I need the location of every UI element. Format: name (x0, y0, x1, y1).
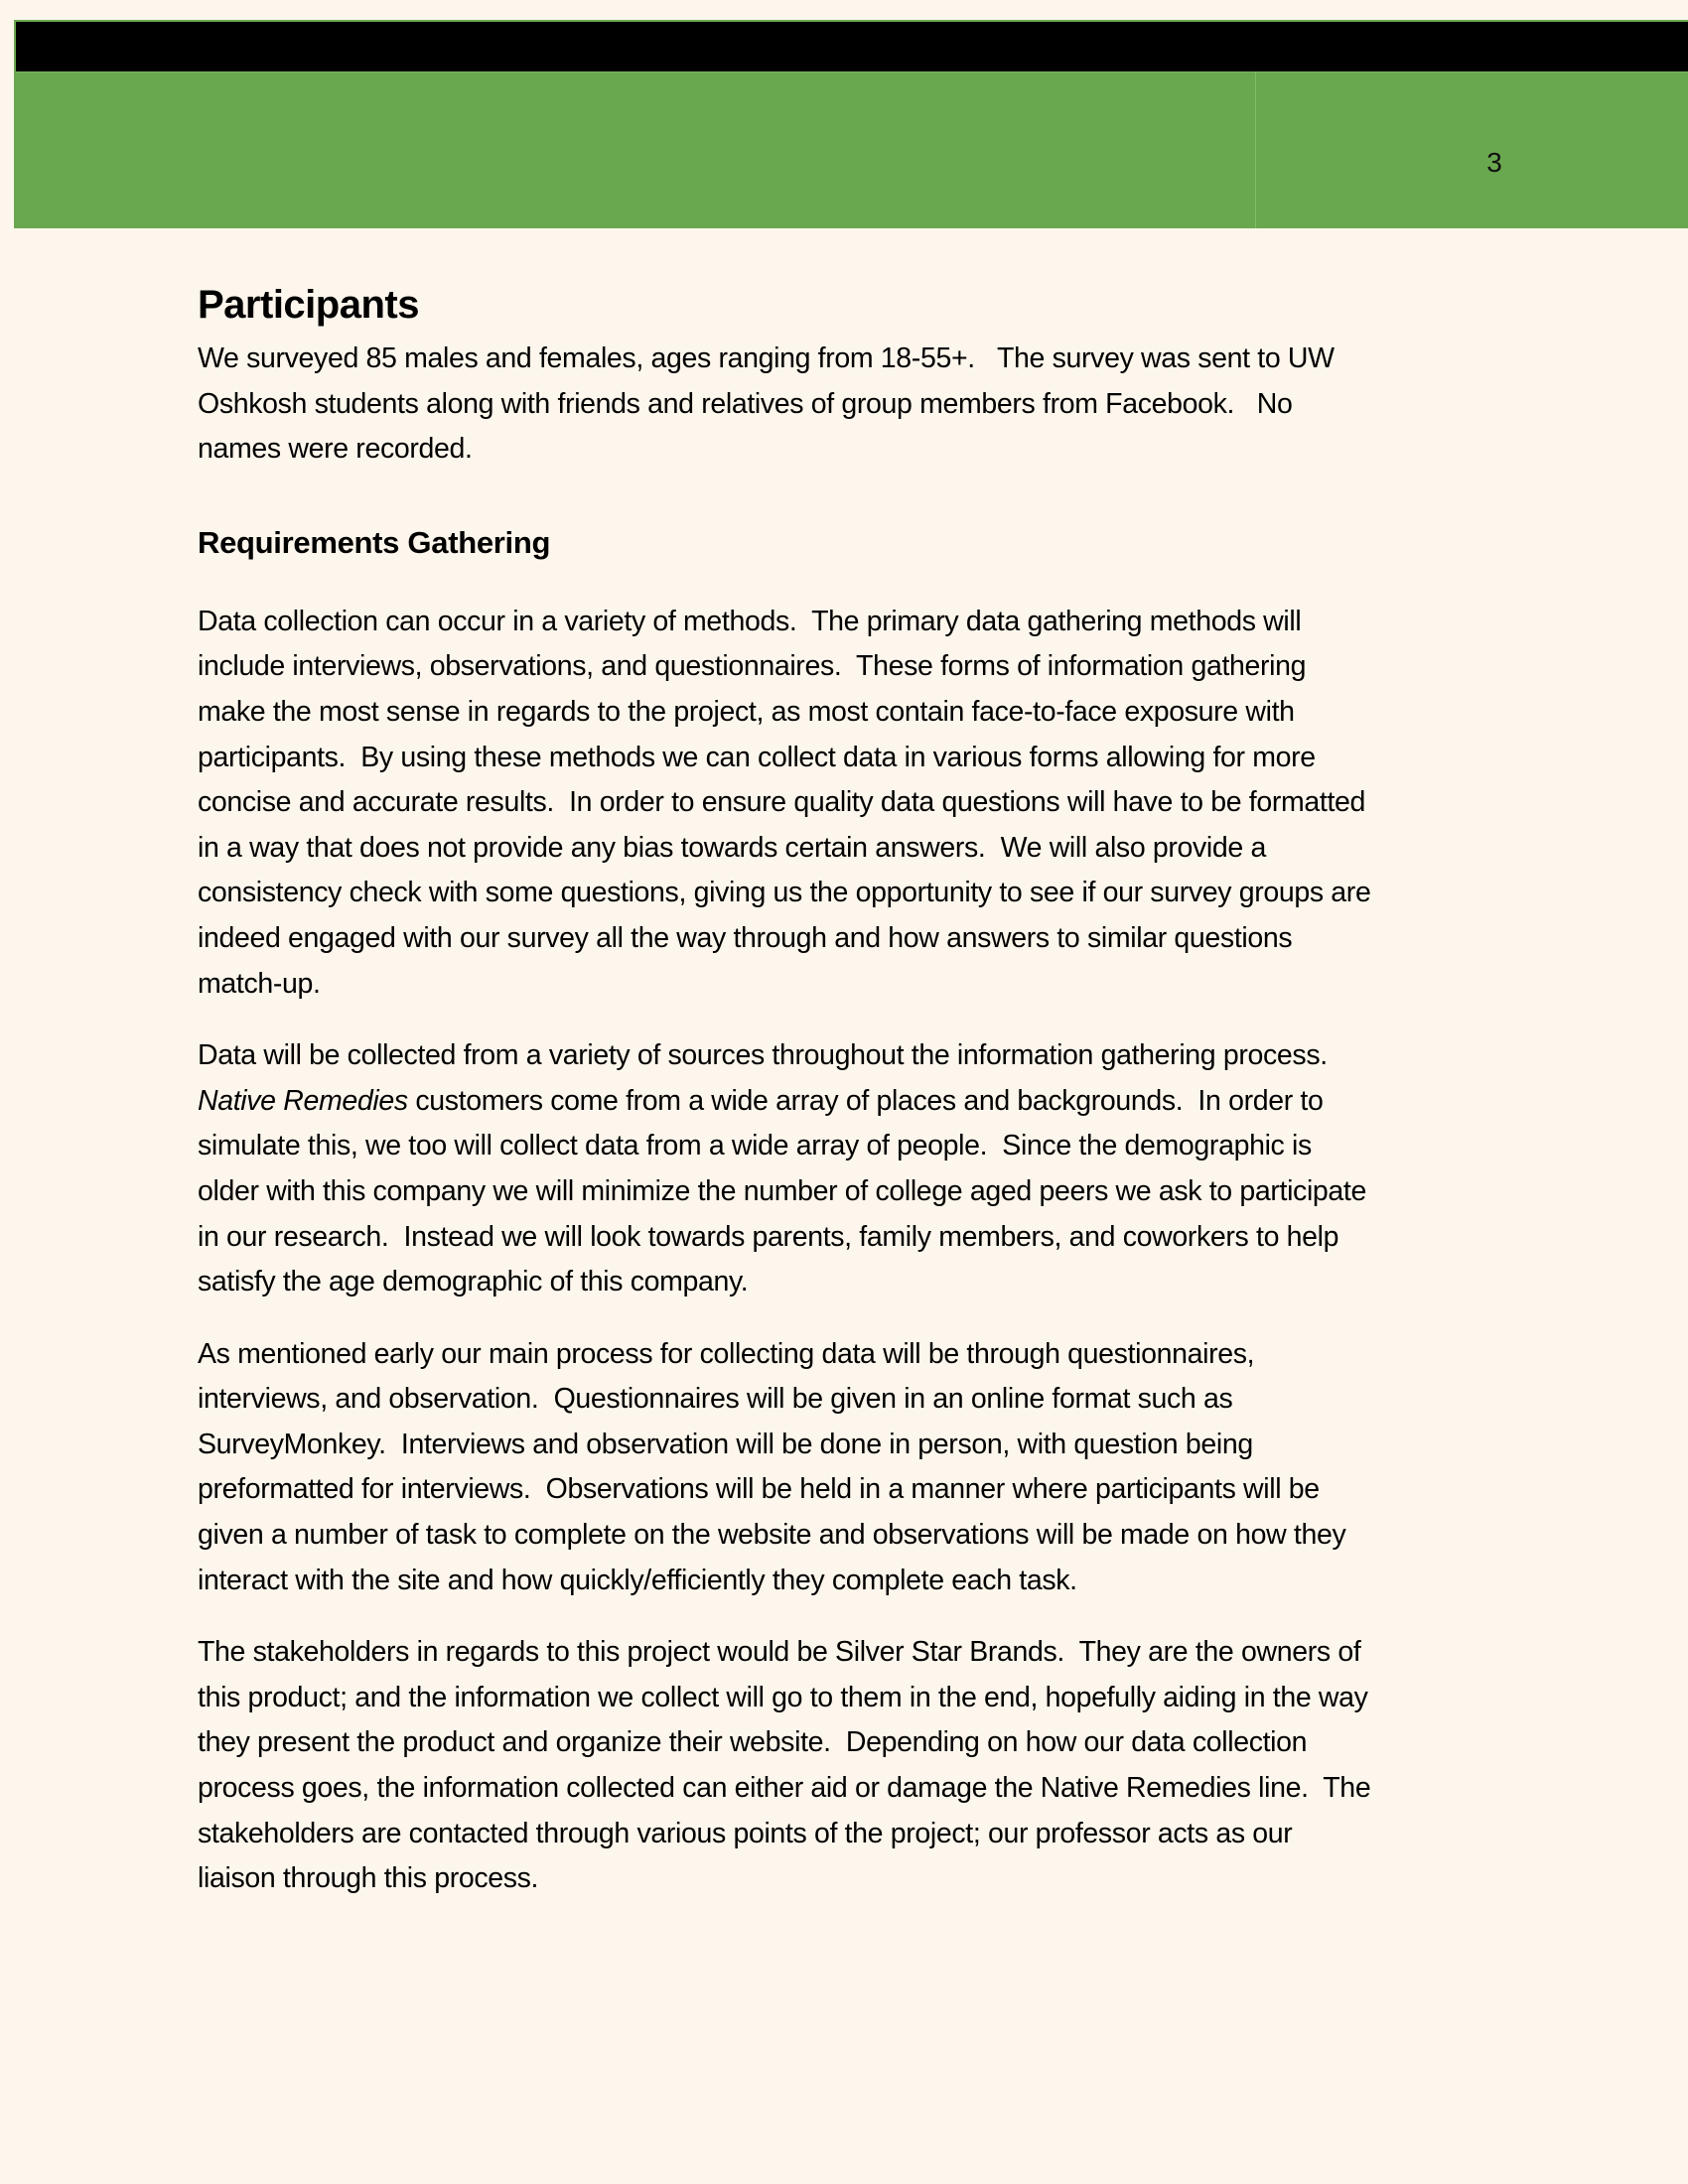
text-line: interact with the site and how quickly/efficiently they complete each task. (198, 1564, 1077, 1596)
text-line: Data will be collected from a variety of sources throughout the information gathering process. (198, 1039, 1328, 1072)
page-number: 3 (1486, 147, 1502, 178)
text-line: in a way that does not provide any bias towards certain answers. We will also provide a (198, 831, 1266, 864)
text-line: Data collection can occur in a variety of methods. The primary data gathering methods will (198, 605, 1302, 637)
text-line: older with this company we will minimize the number of college aged peers we ask to participate (198, 1174, 1366, 1207)
text-line: stakeholders are contacted through various points of the project; our professor acts as our (198, 1817, 1293, 1849)
page-header (14, 20, 1688, 228)
text-line: they present the product and organize their website. Depending on how our data collection (198, 1726, 1308, 1759)
text-line: given a number of task to complete on the website and observations will be made on how they (198, 1519, 1346, 1552)
text-line: SurveyMonkey. Interviews and observation will be done in person, with question being (198, 1428, 1253, 1460)
text-line: preformatted for interviews. Observations will be held in a manner where participants will be (198, 1473, 1320, 1506)
participants-heading: Participants (198, 283, 419, 327)
header-divider (1255, 72, 1256, 228)
text-line: indeed engaged with our survey all the way through and how answers to similar questions (198, 921, 1293, 954)
text-line: liaison through this process. (198, 1862, 539, 1895)
text-line: simulate this, we too will collect data from a wide array of people. Since the demographic is (198, 1130, 1312, 1162)
text-line: in our research. Instead we will look towards parents, family members, and coworkers to help (198, 1220, 1339, 1253)
text-line: satisfy the age demographic of this company. (198, 1266, 749, 1298)
text-fragment: customers come from a wide array of places and backgrounds. In order to (407, 1084, 1324, 1117)
page-content (198, 278, 1508, 1902)
text-line: make the most sense in regards to the project, as most contain face-to-face exposure with (198, 695, 1295, 728)
text-line: The stakeholders in regards to this project would be Silver Star Brands. They are the owners of (198, 1636, 1361, 1669)
text-line: consistency check with some questions, giving us the opportunity to see if our survey groups are (198, 877, 1371, 909)
text-line: interviews, and observation. Questionnaires will be given in an online format such as (198, 1383, 1233, 1416)
requirements-paragraph-methods (198, 600, 1508, 1007)
text-line (198, 1079, 1508, 1125)
text-line: match-up. (198, 967, 321, 1000)
requirements-paragraph-stakeholders (198, 1630, 1508, 1902)
italic-brand-name: Native Remedies (198, 1084, 408, 1117)
text-line: concise and accurate results. In order to ensure quality data questions will have to be formatted (198, 786, 1366, 819)
requirements-paragraph-process (198, 1332, 1508, 1604)
text-line: participants. By using these methods we can collect data in various forms allowing for more (198, 741, 1316, 773)
header-green-band (16, 71, 1688, 228)
text-line: Oshkosh students along with friends and relatives of group members from Facebook. No (198, 387, 1293, 420)
requirements-paragraph-sources (198, 1033, 1508, 1305)
participants-paragraph (198, 337, 1508, 473)
text-line: this product; and the information we collect will go to them in the end, hopefully aiding in the way (198, 1681, 1368, 1713)
requirements-heading: Requirements Gathering (198, 524, 551, 560)
text-line: We surveyed 85 males and females, ages ranging from 18-55+. The survey was sent to UW (198, 342, 1335, 374)
text-line: include interviews, observations, and questionnaires. These forms of information gathering (198, 650, 1307, 683)
header-black-band (16, 22, 1688, 71)
text-line: names were recorded. (198, 433, 473, 466)
text-line: process goes, the information collected can either aid or damage the Native Remedies line. The (198, 1772, 1371, 1805)
text-line: As mentioned early our main process for collecting data will be through questionnaires, (198, 1337, 1255, 1370)
